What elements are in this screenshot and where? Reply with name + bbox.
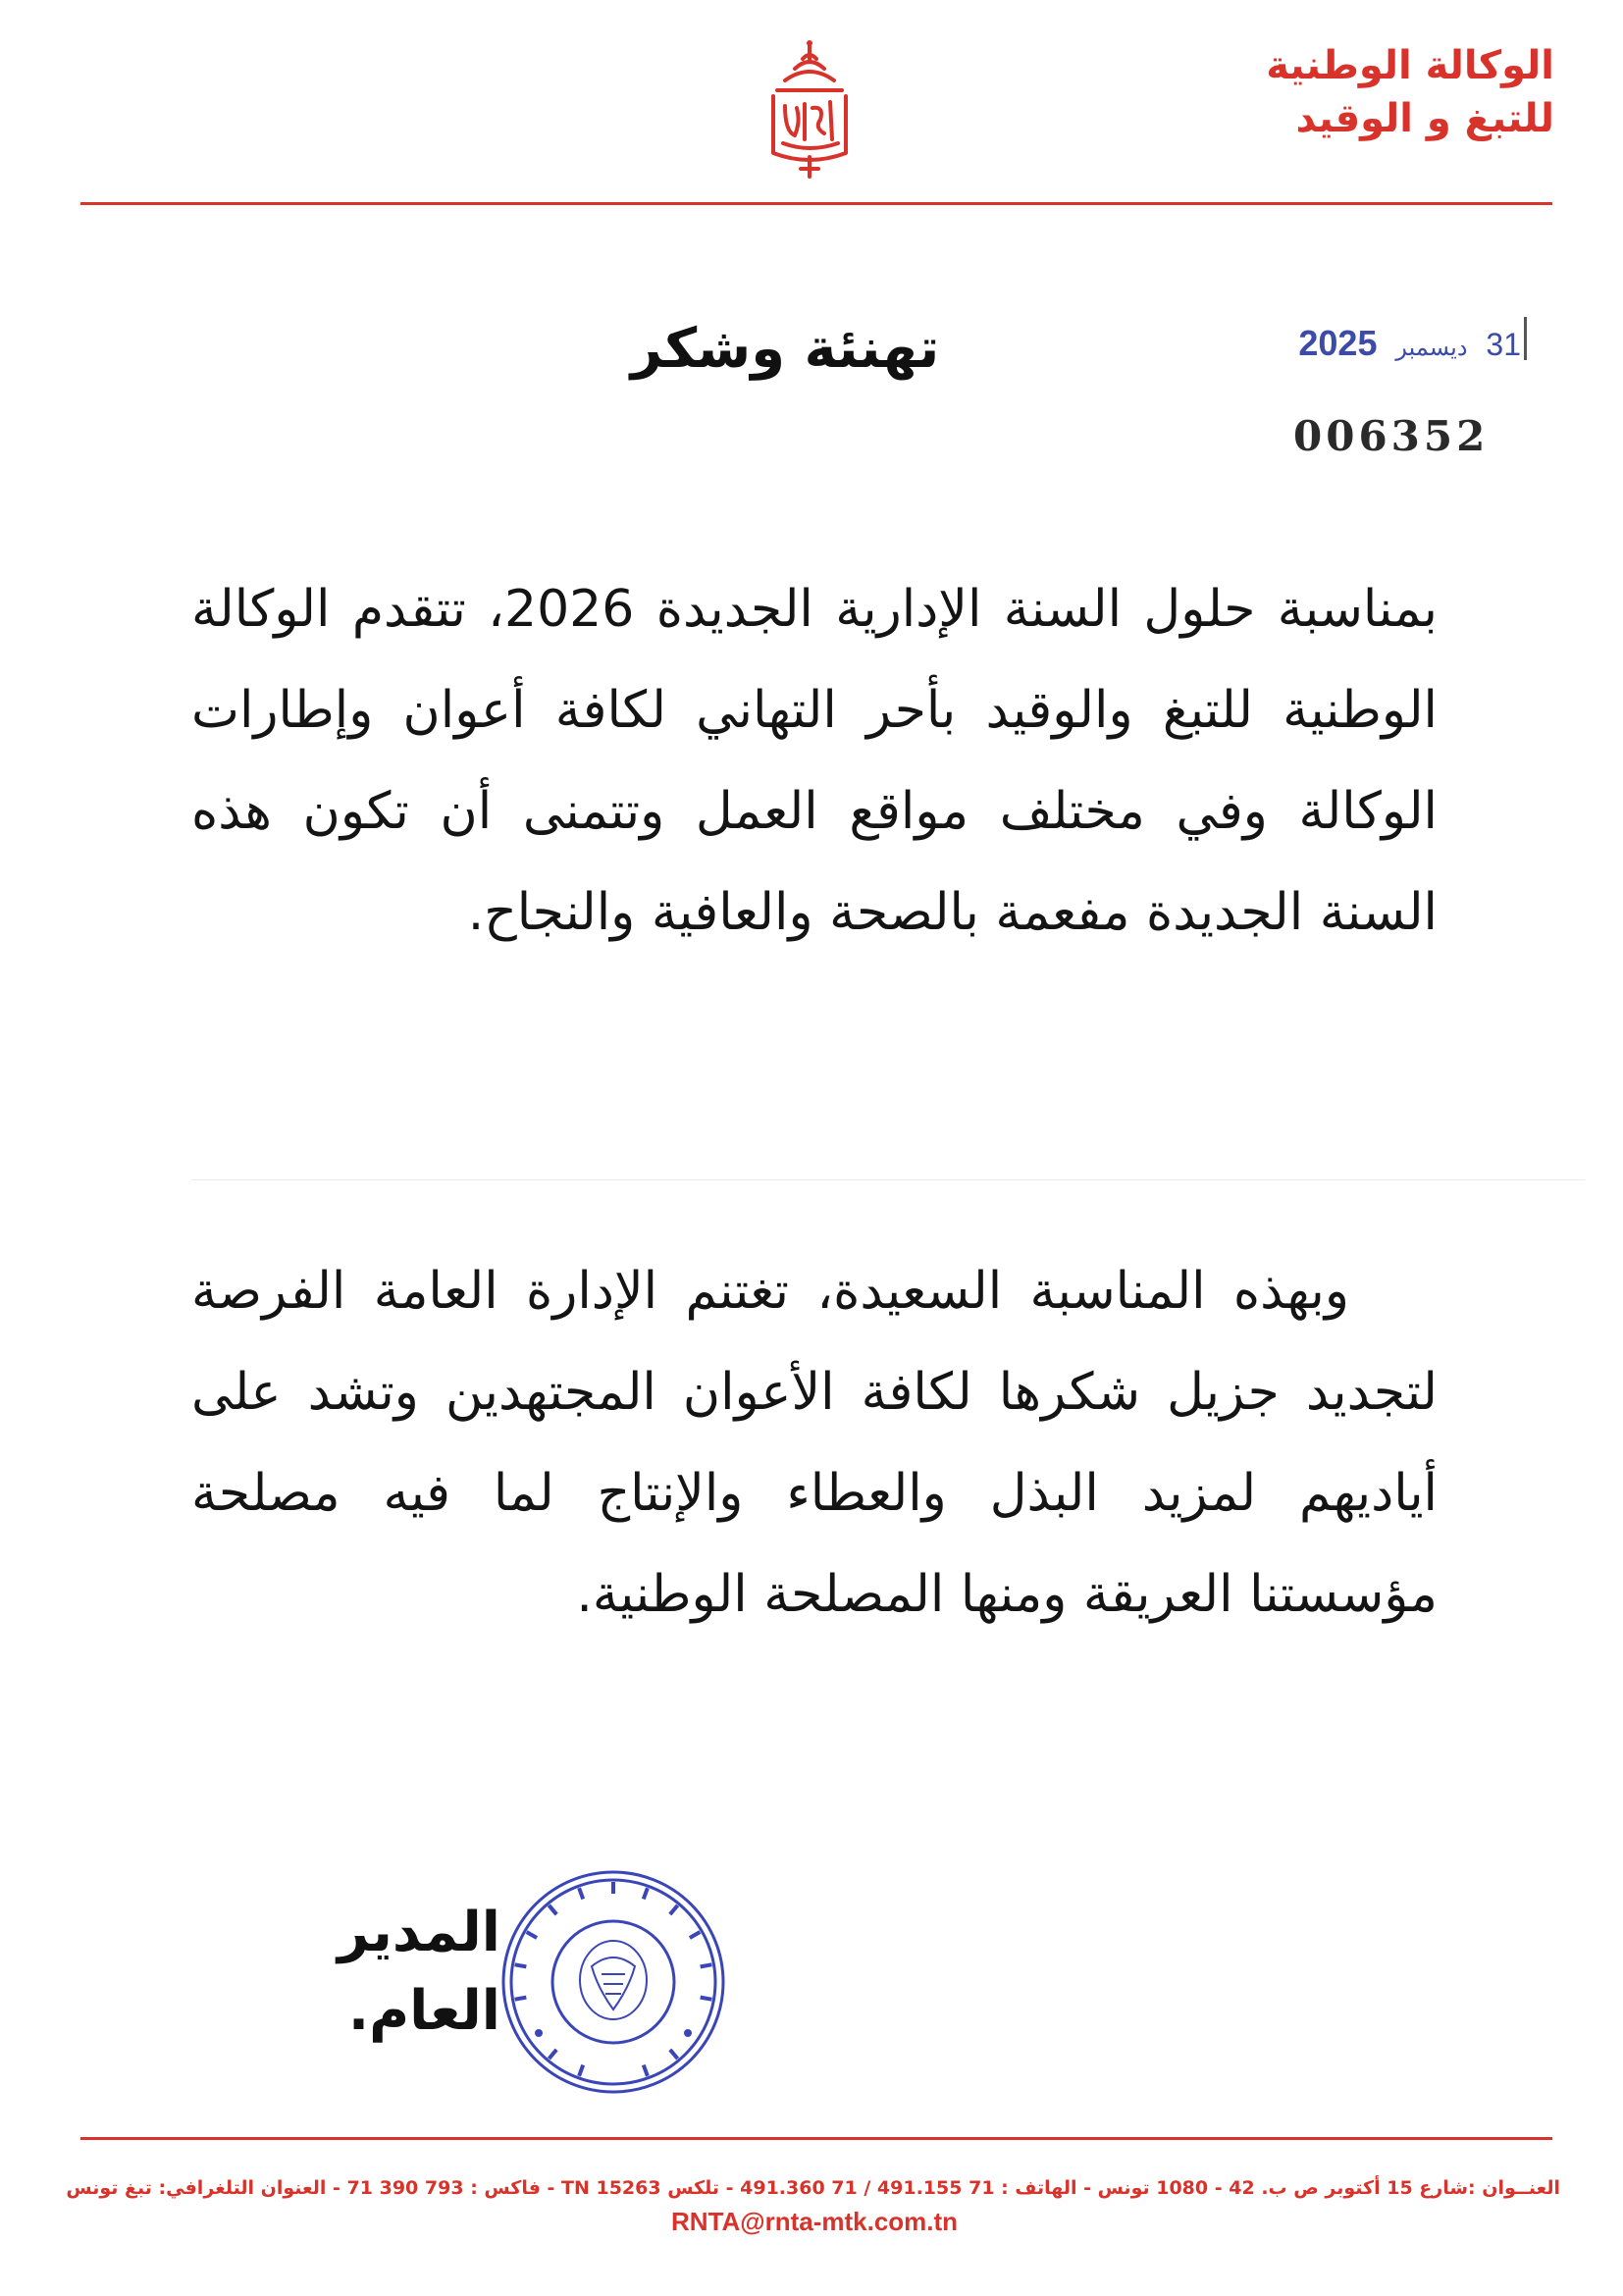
reference-number: 006352 — [1293, 412, 1490, 460]
header-rule — [80, 202, 1552, 205]
agency-name — [1162, 39, 1554, 145]
footer-address: العنــوان :شارع 15 أكتوبر ص ب. 42 - 1080 تونس - الهاتف : 71 491.155 / 71 491.360 - تلكس TN 15263 - فاكس : 793 390 71 - العنوان التلغرافي: تبغ تونس — [66, 2177, 1560, 2199]
stamp-mark — [1524, 317, 1527, 360]
date-stamp — [1276, 319, 1521, 368]
agency-name-line-1: الوكالة الوطنية — [1266, 43, 1554, 88]
official-seal-icon — [496, 1864, 731, 2100]
document-title: تهنئة وشكر — [630, 317, 940, 381]
signature-title: المدير العام. — [338, 1901, 500, 2043]
agency-logo-icon — [756, 37, 864, 184]
footer-email: RNTA@rnta-mtk.com.tn — [670, 2207, 959, 2236]
footer-rule — [80, 2137, 1552, 2140]
scan-artifact-line — [191, 1179, 1585, 1180]
paragraph-new-year-greeting: بمناسبة حلول السنة الإدارية الجديدة 2026، تتقدم الوكالة الوطنية للتبغ والوقيد بأحر التهاني لكافة أعوان وإطارات الوكالة وفي مختلف مواقع العمل وتتمنى أن تكون هذه السنة الجديدة مفعمة بالصحة والعافية والنجاح. — [191, 580, 1439, 942]
date-stamp-year: 2025 — [1298, 323, 1378, 363]
paragraph-thanks: وبهذه المناسبة السعيدة، تغتنم الإدارة العامة الفرصة لتجديد جزيل شكرها لكافة الأعوان المجتهدين وتشد على أياديهم لمزيد البذل والعطاء والإنتاج لما فيه مصلحة مؤسستنا العريقة ومنها المصلحة الوطنية. — [191, 1262, 1438, 1624]
date-stamp-day: 31 — [1486, 327, 1521, 362]
agency-name-line-2: للتبغ و الوقيد — [1295, 96, 1554, 141]
date-stamp-month: ديسمبر — [1395, 335, 1468, 361]
